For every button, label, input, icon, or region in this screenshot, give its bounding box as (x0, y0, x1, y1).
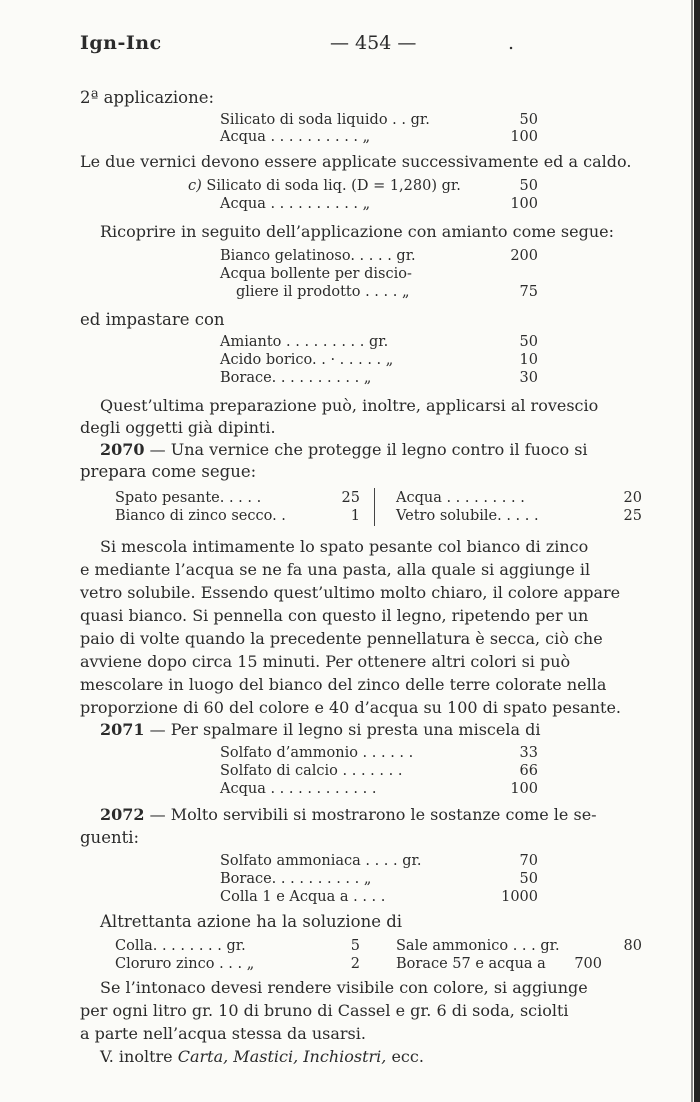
recipe-row (220, 248, 538, 265)
recipe-row (220, 129, 538, 146)
recipe-quantity: 50 (519, 334, 538, 350)
table-value: 1 (350, 508, 360, 524)
recipe-row (220, 889, 538, 906)
table-value: 20 (623, 490, 642, 506)
text-line: e mediante l’acqua se ne fa una pasta, alla quale si aggiunge il (80, 560, 591, 579)
text-line: avviene dopo circa 15 minuti. Per ottenere altri colori si può (80, 652, 571, 671)
table-row (396, 508, 642, 525)
recipe-quantity: 75 (519, 284, 538, 300)
recipe-ingredient: Silicato di soda liquido . . gr. (220, 112, 430, 128)
table-value: 80 (623, 938, 642, 954)
text-line: Se l’intonaco devesi rendere visibile con colore, si aggiunge (100, 978, 588, 997)
text-line: quasi bianco. Si pennella con questo il legno, ripetendo per un (80, 606, 589, 625)
header-section-title: Ign-Inc (80, 32, 162, 54)
text-line: Si mescola intimamente lo spato pesante col bianco di zinco (100, 537, 589, 556)
table-cell: Sale ammonico . . . gr. (396, 938, 560, 954)
recipe-ingredient: Borace. . . . . . . . . . „ (220, 370, 372, 386)
recipe-quantity: 100 (510, 781, 538, 797)
table-value: 2 (350, 956, 360, 972)
text-line: guenti: (80, 828, 140, 847)
table-row (115, 938, 360, 955)
section-heading-line (100, 440, 588, 460)
recipe-ingredient: Acqua bollente per discio- (220, 266, 412, 282)
recipe-ingredient: Acido borico. . · . . . . . „ (220, 352, 394, 368)
recipe-row (220, 853, 538, 870)
text-line: 2ª applicazione: (80, 88, 215, 107)
page-edge-shadow (691, 0, 693, 1102)
recipe-row (220, 370, 538, 387)
table-cell: Colla. . . . . . . . gr. (115, 938, 246, 954)
text-line: vetro solubile. Essendo quest’ultimo molto chiaro, il colore appare (80, 583, 621, 602)
header-mark: . (508, 32, 515, 54)
recipe-quantity: 30 (519, 370, 538, 386)
table-row (115, 956, 360, 973)
recipe-quantity: 200 (510, 248, 538, 264)
table-row (396, 490, 642, 507)
section-heading-line (100, 720, 540, 740)
text-line: per ogni litro gr. 10 di bruno di Cassel e gr. 6 di soda, sciolti (80, 1001, 569, 1020)
header-page-number: — 454 — (330, 32, 417, 54)
table-value: 5 (350, 938, 360, 954)
text-line: Quest’ultima preparazione può, inoltre, applicarsi al rovescio (100, 396, 599, 415)
table-row (115, 490, 360, 507)
running-header (80, 32, 620, 56)
recipe-ingredient: Solfato d’ammonio . . . . . . (220, 745, 414, 761)
recipe-quantity: 10 (519, 352, 538, 368)
table-cell: Vetro solubile. . . . . (396, 508, 539, 524)
text-line: mescolare in luogo del bianco del zinco delle terre colorate nella (80, 675, 607, 694)
recipe-ingredient: Bianco gelatinoso. . . . . gr. (220, 248, 416, 264)
recipe-row (236, 284, 538, 301)
recipe-ingredient: Colla 1 e Acqua a . . . . (220, 889, 386, 905)
recipe-row (220, 266, 412, 283)
table-cell: Cloruro zinco . . . „ (115, 956, 255, 972)
section-number: 2072 (100, 805, 145, 824)
table-cell: Borace 57 e acqua a (396, 956, 546, 972)
text-line: degli oggetti già dipinti. (80, 418, 276, 437)
recipe-ingredient: Acqua . . . . . . . . . . „ (220, 129, 371, 145)
recipe-quantity: 33 (519, 745, 538, 761)
recipe-row (220, 334, 538, 351)
column-divider (374, 488, 375, 526)
recipe-ingredient: Borace. . . . . . . . . . „ (220, 871, 372, 887)
text-line: ed impastare con (80, 310, 225, 329)
item-letter: c) (188, 178, 202, 194)
recipe-quantity: 50 (519, 178, 538, 194)
section-text: — Per spalmare il legno si presta una miscela di (144, 720, 541, 739)
recipe-quantity: 1000 (501, 889, 538, 905)
recipe-row (220, 763, 538, 780)
see-also-prefix: V. inoltre (100, 1047, 178, 1066)
text-line: proporzione di 60 del colore e 40 d’acqua su 100 di spato pesante. (80, 698, 621, 717)
recipe-row (220, 745, 538, 762)
text-line: prepara come segue: (80, 462, 257, 481)
table-value: 25 (341, 490, 360, 506)
table-cell: Spato pesante. . . . . (115, 490, 262, 506)
text-line: a parte nell’acqua stessa da usarsi. (80, 1024, 366, 1043)
recipe-quantity: 100 (510, 196, 538, 212)
recipe-row (188, 178, 538, 195)
table-row (396, 956, 602, 973)
recipe-row (220, 352, 538, 369)
recipe-quantity: 50 (519, 112, 538, 128)
recipe-quantity: 50 (519, 871, 538, 887)
recipe-quantity: 70 (519, 853, 538, 869)
table-cell: Acqua . . . . . . . . . (396, 490, 525, 506)
section-text: — Una vernice che protegge il legno contro il fuoco si (144, 440, 588, 459)
table-row (396, 938, 642, 955)
see-also-references: Carta, Mastici, Inchiostri, (177, 1047, 387, 1066)
recipe-row (220, 112, 538, 129)
recipe-ingredient: Solfato di calcio . . . . . . . (220, 763, 403, 779)
recipe-ingredient: Silicato di soda liq. (D = 1,280) gr. (206, 178, 461, 194)
recipe-quantity: 100 (510, 129, 538, 145)
recipe-ingredient: Acqua . . . . . . . . . . „ (220, 196, 371, 212)
recipe-row (220, 781, 538, 798)
section-text: — Molto servibili si mostrarono le sostanze come le se- (144, 805, 597, 824)
section-number: 2070 (100, 440, 145, 459)
text-line: paio di volte quando la precedente pennellatura è secca, ciò che (80, 629, 603, 648)
recipe-row (220, 871, 538, 888)
table-value: 700 (574, 956, 602, 972)
recipe-ingredient: Amianto . . . . . . . . . gr. (220, 334, 389, 350)
recipe-quantity: 66 (519, 763, 538, 779)
table-row (115, 508, 360, 525)
see-also-suffix: ecc. (386, 1047, 424, 1066)
text-line: Le due vernici devono essere applicate successivamente ed a caldo. (80, 152, 632, 171)
see-also-line (100, 1047, 424, 1067)
text-line: Ricoprire in seguito dell’applicazione con amianto come segue: (100, 222, 615, 241)
page-edge (694, 0, 700, 1102)
text-line: Altrettanta azione ha la soluzione di (100, 912, 403, 931)
recipe-ingredient: Acqua . . . . . . . . . . . . (220, 781, 377, 797)
recipe-row (220, 196, 538, 213)
recipe-ingredient: gliere il prodotto . . . . „ (236, 284, 410, 300)
table-cell: Bianco di zinco secco. . (115, 508, 286, 524)
section-number: 2071 (100, 720, 145, 739)
table-value: 25 (623, 508, 642, 524)
recipe-ingredient: Solfato ammoniaca . . . . gr. (220, 853, 422, 869)
section-heading-line (100, 805, 597, 825)
